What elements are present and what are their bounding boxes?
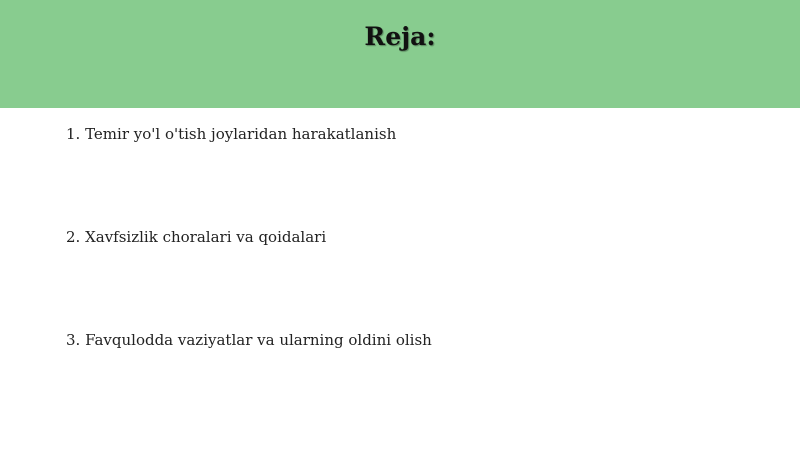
plan-item-2: 2. Xavfsizlik choralari va qoidalari [66,228,327,246]
slide-title: Reja: [364,22,436,51]
plan-item-1: 1. Temir yo'l o'tish joylaridan harakatlanish [66,125,397,143]
header-band [0,0,800,108]
plan-item-3: 3. Favqulodda vaziyatlar va ularning oldini olish [66,331,432,349]
plan-list [66,124,746,433]
